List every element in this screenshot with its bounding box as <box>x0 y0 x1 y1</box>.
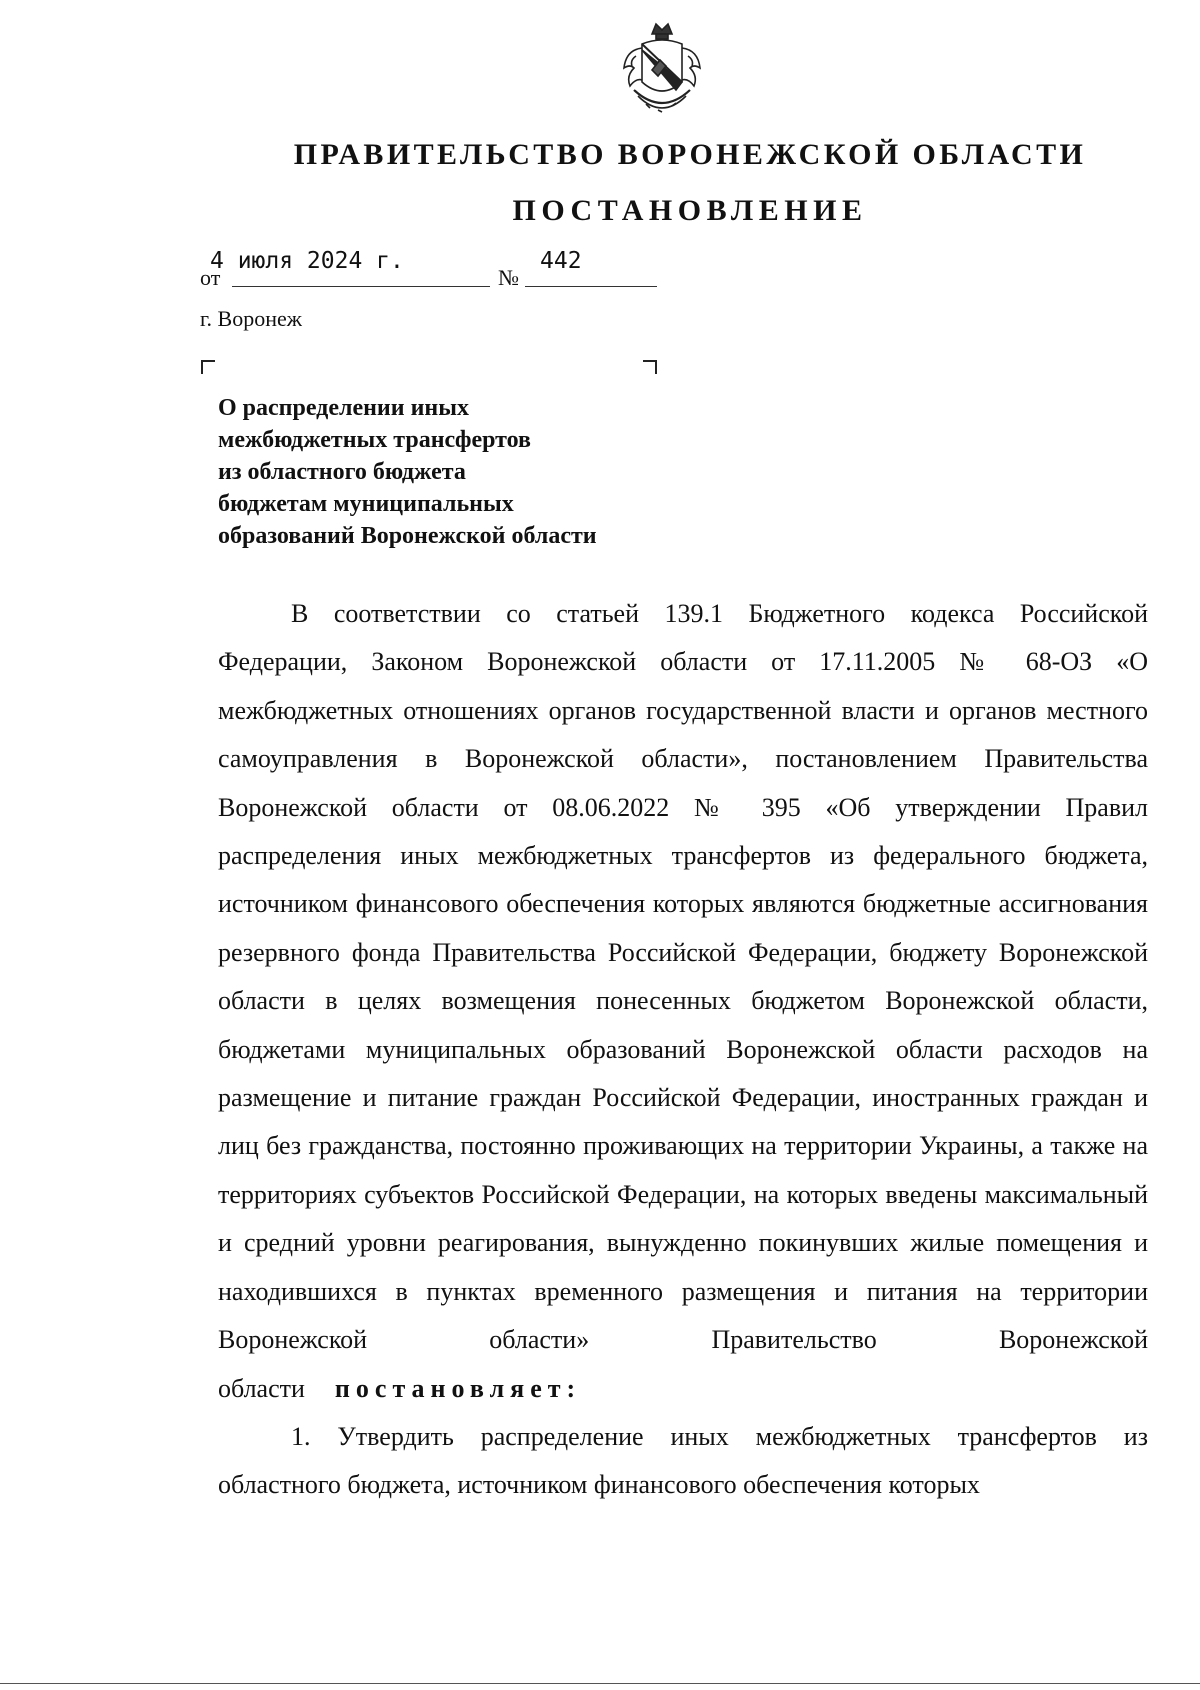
page-bottom-edge <box>0 1683 1200 1684</box>
item-1-paragraph: 1. Утвердить распределение иных межбюджетных трансфертов из областного бюджета, источником финансового обеспечения которых <box>218 1421 1148 1500</box>
preamble-paragraph <box>218 590 1148 1413</box>
preamble-text: В соответствии со статьей 139.1 Бюджетного кодекса Российской Федерации, Законом Воронежской области от 17.11.2005 № 68-ОЗ «О межбюджетных отношениях органов государственной власти и органов местного самоуправления в Воронежской области», постановлением Правительства Воронежской области от 08.06.2022 № 395 «Об утверждении Правил распределения иных межбюджетных трансфертов из федерального бюджета, источником финансового обеспечения которых являются бюджетные ассигнования резервного фонда Правительства Российской Федерации, бюджету Воронежской области в целях возмещения понесенных бюджетом Воронежской области, бюджетами муниципальных образований Воронежской области расходов на размещение и питание граждан Российской Федерации, иностранных граждан и лиц без гражданства, постоянно проживающих на территории Украины, а также на территориях субъектов Российской Федерации, на которых введены максимальный и средний уровни реагирования, вынужденно покинувших жилые помещения и находившихся в пунктах временного размещения и питания на территории Воронежской области» Правительство Воронежской области <box>218 599 1148 1403</box>
subject-line: О распределении иных <box>218 395 469 421</box>
subject-corner-right <box>643 360 657 374</box>
subject-corner-left <box>201 360 215 374</box>
decree-word: постановляет: <box>334 1373 582 1403</box>
subject-line: из областного бюджета <box>218 459 466 485</box>
date-underline <box>232 286 490 287</box>
organization-title: ПРАВИТЕЛЬСТВО ВОРОНЕЖСКОЙ ОБЛАСТИ <box>293 138 1087 171</box>
svg-text:.: . <box>662 120 663 121</box>
document-subject <box>218 392 738 552</box>
document-type: ПОСТАНОВЛЕНИЕ <box>512 194 868 227</box>
document-number: 442 <box>540 248 582 274</box>
document-date: 4 июля 2024 г. <box>210 248 404 274</box>
subject-line: межбюджетных трансфертов <box>218 427 532 453</box>
city: г. Воронеж <box>200 306 302 331</box>
coat-of-arms-icon <box>612 20 712 124</box>
number-underline <box>525 286 657 287</box>
date-prefix: от <box>200 265 221 290</box>
subject-line: образований Воронежской области <box>218 523 597 549</box>
subject-line: бюджетам муниципальных <box>218 491 514 517</box>
number-prefix: № <box>498 265 519 290</box>
document-body <box>218 590 1148 1510</box>
